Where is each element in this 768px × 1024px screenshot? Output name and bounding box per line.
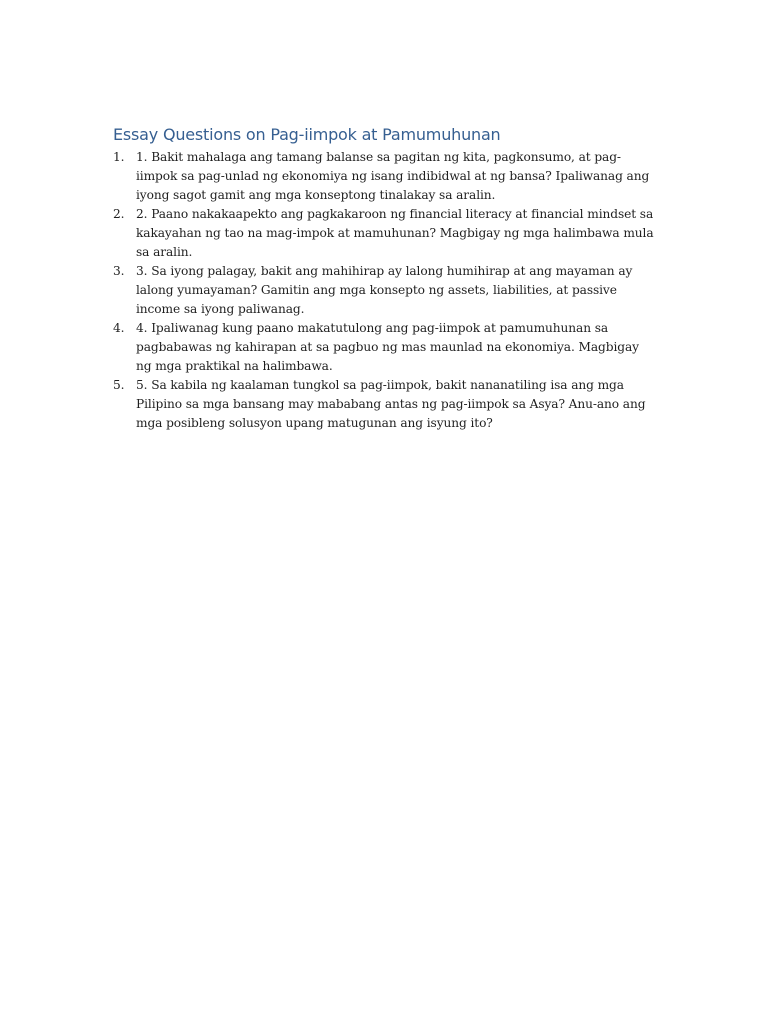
question-number: 5. — [113, 378, 125, 392]
question-item-4 — [113, 319, 658, 376]
question-text: 5. Sa kabila ng kaalaman tungkol sa pag-iimpok, bakit nananatiling isa ang mga Pilipino sa mga bansang may mababang antas ng pag-iimpok sa Asya? Anu-ano ang mga posibleng solusyon upang matugunan ang isyung ito? — [136, 378, 646, 430]
question-text: 4. Ipaliwanag kung paano makatutulong ang pag-iimpok at pamumuhunan sa pagbabawas ng kahirapan at sa pagbuo ng mas maunlad na ekonomiya. Magbigay ng mga praktikal na halimbawa. — [136, 321, 639, 373]
question-number: 1. — [113, 150, 125, 164]
question-number: 3. — [113, 264, 125, 278]
question-number: 4. — [113, 321, 125, 335]
question-item-5 — [113, 376, 658, 433]
question-item-3 — [113, 262, 658, 319]
question-item-2 — [113, 205, 658, 262]
question-item-1 — [113, 148, 658, 205]
question-text: 3. Sa iyong palagay, bakit ang mahihirap ay lalong humihirap at ang mayaman ay lalong yumayaman? Gamitin ang mga konsepto ng assets, liabilities, at passive income sa iyong paliwanag. — [136, 264, 633, 316]
question-list — [113, 148, 658, 433]
question-number: 2. — [113, 207, 125, 221]
question-text: 1. Bakit mahalaga ang tamang balanse sa pagitan ng kita, pagkonsumo, at pag-iimpok sa pag-unlad ng ekonomiya ng isang indibidwal at ng bansa? Ipaliwanag ang iyong sagot gamit ang mga konseptong tinalakay sa aralin. — [136, 150, 650, 202]
document-heading: Essay Questions on Pag-iimpok at Pamumuhunan — [113, 125, 501, 144]
question-text: 2. Paano nakakaapekto ang pagkakaroon ng financial literacy at financial mindset sa kakayahan ng tao na mag-impok at mamuhunan? Magbigay ng mga halimbawa mula sa aralin. — [136, 207, 654, 259]
